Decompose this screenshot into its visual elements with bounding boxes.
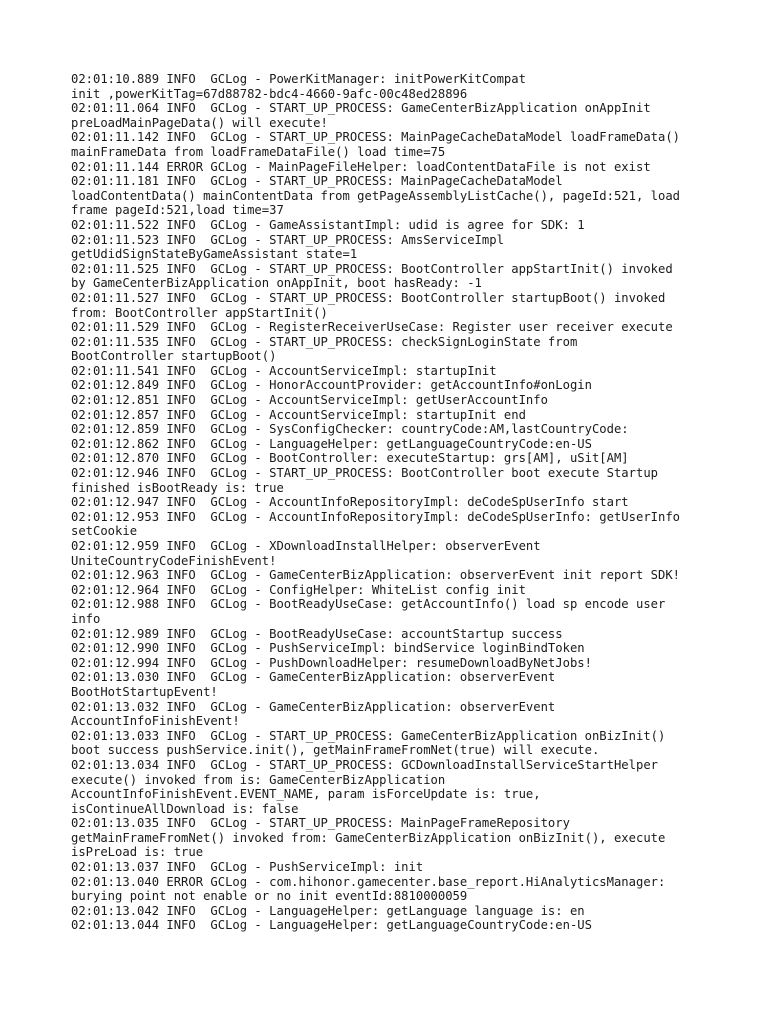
log-line: boot success pushService.init(), getMainFrameFromNet(true) will execute.	[71, 743, 600, 758]
log-line: AccountInfoFinishEvent.EVENT_NAME, param isForceUpdate is: true,	[71, 787, 541, 802]
log-line: 02:01:12.994 INFO GCLog - PushDownloadHelper: resumeDownloadByNetJobs!	[71, 655, 592, 670]
log-line: 02:01:12.959 INFO GCLog - XDownloadInstallHelper: observerEvent	[71, 539, 541, 553]
log-line: 02:01:11.541 INFO GCLog - AccountServiceImpl: startupInit	[71, 363, 497, 378]
log-line: 02:01:13.037 INFO GCLog - PushServiceImpl: init	[71, 860, 424, 875]
log-line: BootController startupBoot()	[71, 349, 277, 364]
log-line: isContinueAllDownload is: false	[71, 801, 299, 816]
log-line: info	[71, 611, 101, 626]
log-line: 02:01:13.044 INFO GCLog - LanguageHelper: getLanguageCountryCode:en-US	[71, 918, 592, 933]
log-line: 02:01:13.030 INFO GCLog - GameCenterBizApplication: observerEvent	[71, 670, 556, 685]
log-line: 02:01:13.035 INFO GCLog - START_UP_PROCESS: MainPageFrameRepository	[71, 816, 570, 831]
log-line: 02:01:13.033 INFO GCLog - START_UP_PROCESS: GameCenterBizApplication onBizInit()	[71, 728, 666, 743]
log-line: preLoadMainPageData() will execute!	[71, 115, 328, 130]
log-line: 02:01:12.859 INFO GCLog - SysConfigChecker: countryCode:AM,lastCountryCode:	[71, 422, 629, 437]
log-line: 02:01:12.946 INFO GCLog - START_UP_PROCESS: BootController boot execute Startup	[71, 466, 658, 481]
log-line: isPreLoad is: true	[71, 845, 204, 860]
log-line: 02:01:11.064 INFO GCLog - START_UP_PROCESS: GameCenterBizApplication onAppInit	[71, 101, 651, 116]
log-line: frame pageId:521,load time=37	[71, 203, 284, 218]
log-line: 02:01:12.870 INFO GCLog - BootController: executeStartup: grs[AM], uSit[AM]	[71, 451, 629, 466]
log-line: 02:01:12.964 INFO GCLog - ConfigHelper: WhiteList config init	[71, 582, 526, 597]
log-line: 02:01:11.142 INFO GCLog - START_UP_PROCESS: MainPageCacheDataModel loadFrameData()	[71, 130, 681, 145]
log-line: mainFrameData from loadFrameDataFile() load time=75	[71, 144, 446, 159]
log-document	[71, 72, 711, 933]
log-line: 02:01:13.040 ERROR GCLog - com.hihonor.gamecenter.base_report.HiAnalyticsManager:	[71, 874, 666, 889]
log-line: 02:01:11.144 ERROR GCLog - MainPageFileHelper: loadContentDataFile is not exist	[71, 159, 651, 174]
log-line: 02:01:12.849 INFO GCLog - HonorAccountProvider: getAccountInfo#onLogin	[71, 378, 592, 393]
log-line: 02:01:13.034 INFO GCLog - START_UP_PROCESS: GCDownloadInstallServiceStartHelper	[71, 757, 658, 772]
log-line: 02:01:13.042 INFO GCLog - LanguageHelper: getLanguage language is: en	[71, 903, 585, 918]
log-line: burying point not enable or no init eventId:8810000059	[71, 889, 468, 904]
log-line: init ,powerKitTag=67d88782-bdc4-4660-9afc-00c48ed28896	[71, 86, 468, 101]
log-line: execute() invoked from is: GameCenterBizApplication	[71, 772, 446, 787]
log-line: 02:01:12.857 INFO GCLog - AccountServiceImpl: startupInit end	[71, 407, 526, 422]
log-line: 02:01:11.535 INFO GCLog - START_UP_PROCESS: checkSignLoginState from	[71, 334, 578, 349]
log-line: setCookie	[71, 524, 138, 539]
log-line: 02:01:12.963 INFO GCLog - GameCenterBizApplication: observerEvent init report SDK!	[71, 568, 681, 583]
log-line: getMainFrameFromNet() invoked from: GameCenterBizApplication onBizInit(), execute	[71, 830, 666, 845]
log-line: UniteCountryCodeFinishEvent!	[71, 553, 277, 568]
log-line: 02:01:11.181 INFO GCLog - START_UP_PROCESS: MainPageCacheDataModel	[71, 174, 563, 189]
log-line: finished isBootReady is: true	[71, 480, 284, 495]
log-line: getUdidSignStateByGameAssistant state=1	[71, 247, 358, 262]
log-line: AccountInfoFinishEvent!	[71, 714, 240, 729]
log-line: 02:01:12.862 INFO GCLog - LanguageHelper: getLanguageCountryCode:en-US	[71, 436, 592, 451]
log-line: 02:01:12.988 INFO GCLog - BootReadyUseCase: getAccountInfo() load sp encode user	[71, 597, 666, 612]
log-line: 02:01:11.529 INFO GCLog - RegisterReceiverUseCase: Register user receiver execute	[71, 320, 673, 335]
log-line: 02:01:12.851 INFO GCLog - AccountServiceImpl: getUserAccountInfo	[71, 393, 548, 408]
log-line: 02:01:12.947 INFO GCLog - AccountInfoRepositoryImpl: deCodeSpUserInfo start	[71, 495, 629, 510]
log-line: from: BootController appStartInit()	[71, 305, 328, 320]
log-line: 02:01:12.989 INFO GCLog - BootReadyUseCase: accountStartup success	[71, 626, 563, 641]
log-line: 02:01:13.032 INFO GCLog - GameCenterBizApplication: observerEvent	[71, 699, 556, 714]
log-line: loadContentData() mainContentData from getPageAssemblyListCache(), pageId:521, load	[71, 188, 681, 203]
log-line: 02:01:11.525 INFO GCLog - START_UP_PROCESS: BootController appStartInit() invoked	[71, 261, 673, 276]
log-line: 02:01:11.527 INFO GCLog - START_UP_PROCESS: BootController startupBoot() invoked	[71, 290, 666, 305]
log-line: 02:01:11.522 INFO GCLog - GameAssistantImpl: udid is agree for SDK: 1	[71, 217, 585, 232]
log-line: 02:01:12.990 INFO GCLog - PushServiceImpl: bindService loginBindToken	[71, 641, 585, 656]
log-line: 02:01:12.953 INFO GCLog - AccountInfoRepositoryImpl: deCodeSpUserInfo: getUserInfo	[71, 509, 681, 524]
log-line: BootHotStartupEvent!	[71, 684, 218, 699]
log-line: 02:01:10.889 INFO GCLog - PowerKitManager: initPowerKitCompat	[71, 72, 526, 86]
log-line: 02:01:11.523 INFO GCLog - START_UP_PROCESS: AmsServiceImpl	[71, 232, 504, 247]
log-line: by GameCenterBizApplication onAppInit, boot hasReady: -1	[71, 276, 482, 291]
